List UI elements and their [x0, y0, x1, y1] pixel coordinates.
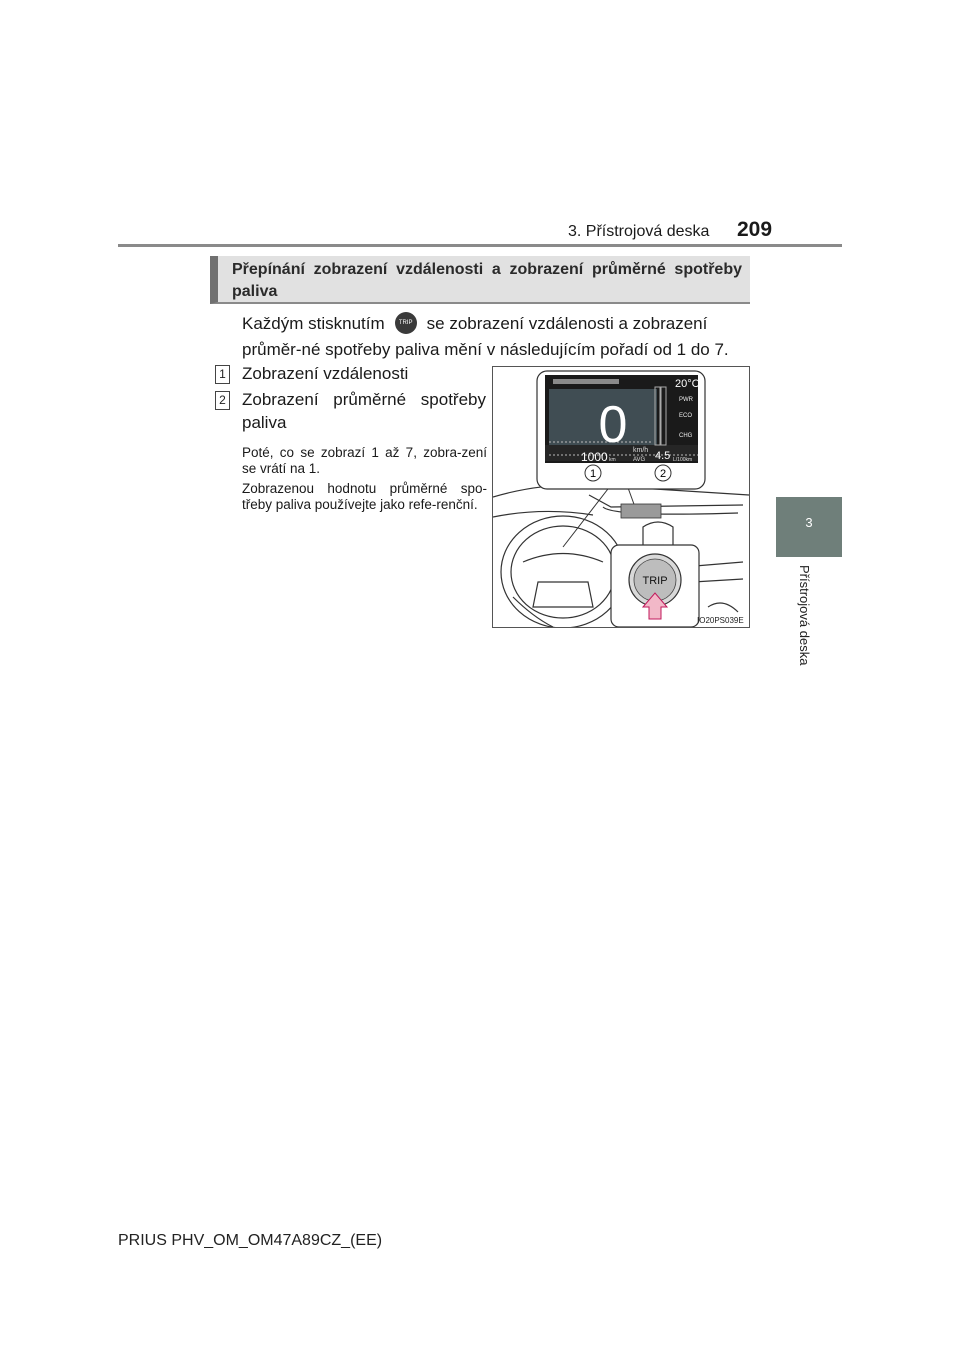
callout-1: 1	[589, 468, 597, 480]
section-banner	[210, 256, 750, 304]
dash-display	[621, 504, 661, 518]
odometer-unit: km	[609, 457, 616, 463]
item-text-1: Zobrazení vzdálenosti	[242, 364, 409, 383]
instrument-figure	[492, 366, 750, 628]
intro-before: Každým stisknutím	[242, 314, 385, 333]
note-1: Poté, co se zobrazí 1 až 7, zobra-zení se vrátí na 1.	[242, 445, 487, 476]
indicator-chg: CHG	[679, 433, 693, 439]
odometer-value: 1000	[581, 450, 608, 464]
figure-code: IO20PS039E	[697, 616, 744, 625]
chapter-label: Přístrojová deska	[797, 565, 812, 666]
note-2: Zobrazenou hodnotu průměrné spo-třeby paliva používejte jako refe-renční.	[242, 481, 487, 512]
avg-unit: L/100km	[673, 457, 693, 463]
section-title: 3. Přístrojová deska	[568, 223, 710, 240]
indicator-pwr: PWR	[679, 397, 693, 403]
avg-value: 4.5	[655, 450, 671, 462]
intro-after: se zobrazení vzdálenosti a zobrazení průměr-né spotřeby paliva mění v následujícím pořadí od 1 do 7.	[242, 314, 729, 360]
item-text-2: Zobrazení průměrné spotřeby paliva	[242, 390, 486, 432]
item-number-2: 2	[215, 391, 230, 410]
manual-id: PRIUS PHV_OM_OM47A89CZ_(EE)	[118, 1232, 383, 1249]
trip-button-icon: TRIP	[395, 312, 417, 334]
speed-readout: 0	[598, 396, 628, 454]
avg-label: AVG	[633, 457, 646, 463]
header-rule	[118, 244, 842, 247]
chapter-number: 3	[805, 515, 813, 530]
trip-button-inset	[611, 545, 699, 627]
speed-unit: km/h	[633, 447, 649, 454]
intro-paragraph	[242, 311, 752, 363]
page-number: 209	[737, 218, 773, 241]
fuel-gauge-bar	[553, 379, 619, 384]
meter-display	[537, 371, 705, 489]
trip-button-label: TRIP	[642, 575, 668, 587]
callout-2: 2	[659, 468, 667, 480]
figure-illustration	[493, 367, 749, 627]
section-heading: Přepínání zobrazení vzdálenosti a zobrazení průměrné spotřeby paliva	[232, 261, 742, 300]
temperature-readout: 20°C	[675, 378, 700, 390]
indicator-eco: ECO	[679, 413, 693, 419]
item-number-1: 1	[215, 365, 230, 384]
